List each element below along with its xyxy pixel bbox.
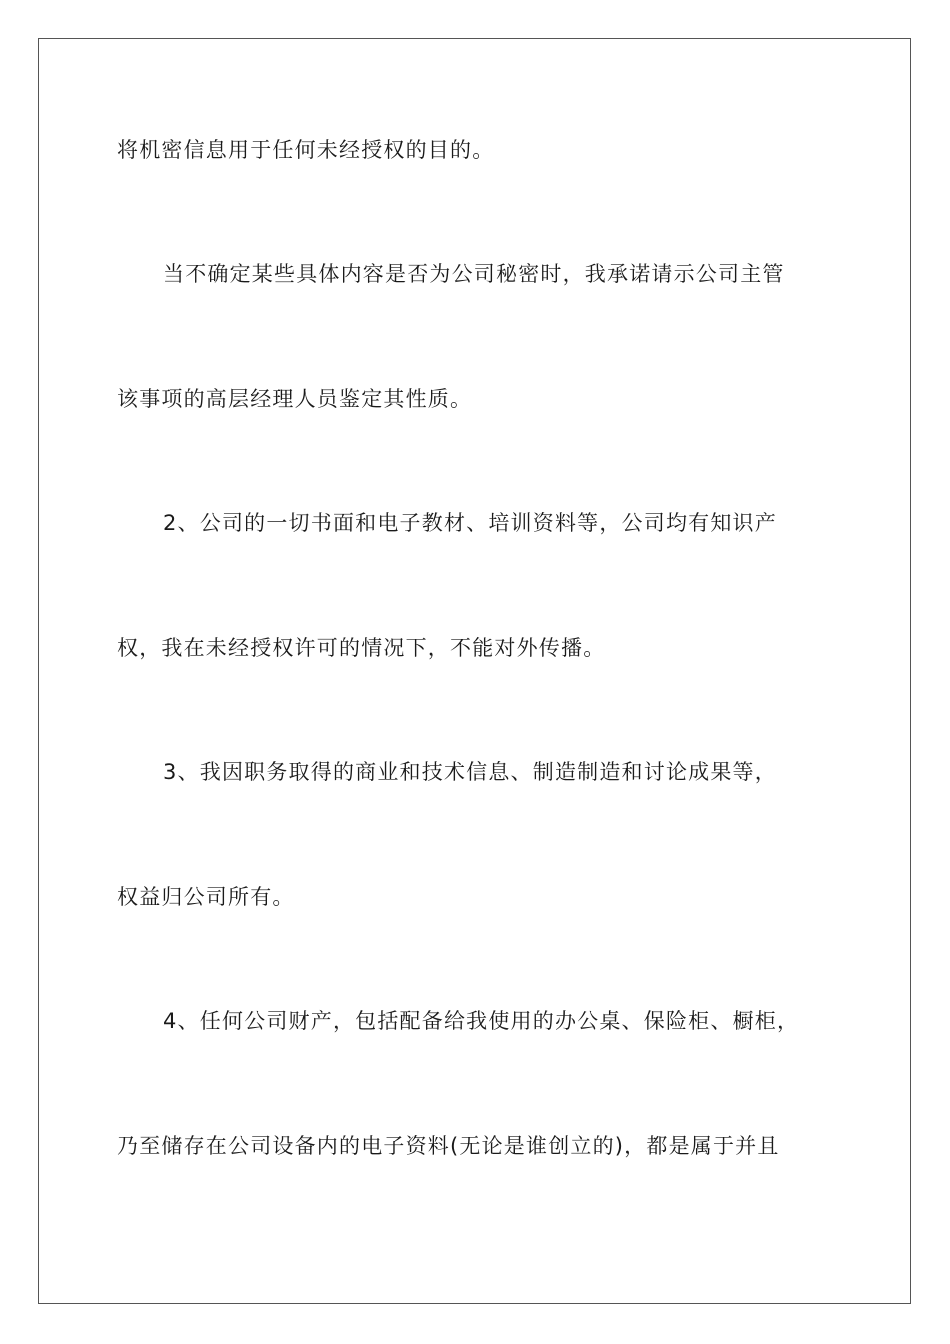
text-line-2: 当不确定某些具体内容是否为公司秘密时，我承诺请示公司主管	[163, 262, 785, 286]
text-line-5: 权，我在未经授权许可的情况下，不能对外传播。	[117, 636, 606, 660]
text-line-4: 2、公司的一切书面和电子教材、培训资料等，公司均有知识产	[163, 511, 777, 535]
text-line-9: 乃至储存在公司设备内的电子资料(无论是谁创立的)，都是属于并且	[117, 1134, 780, 1158]
text-line-3: 该事项的高层经理人员鉴定其性质。	[117, 387, 473, 411]
page-border	[38, 38, 911, 1304]
text-line-7: 权益归公司所有。	[117, 885, 295, 909]
text-line-8: 4、任何公司财产，包括配备给我使用的办公桌、保险柜、橱柜，	[163, 1009, 800, 1033]
text-line-1: 将机密信息用于任何未经授权的目的。	[117, 138, 495, 162]
text-line-6: 3、我因职务取得的商业和技术信息、制造制造和讨论成果等，	[163, 760, 777, 784]
